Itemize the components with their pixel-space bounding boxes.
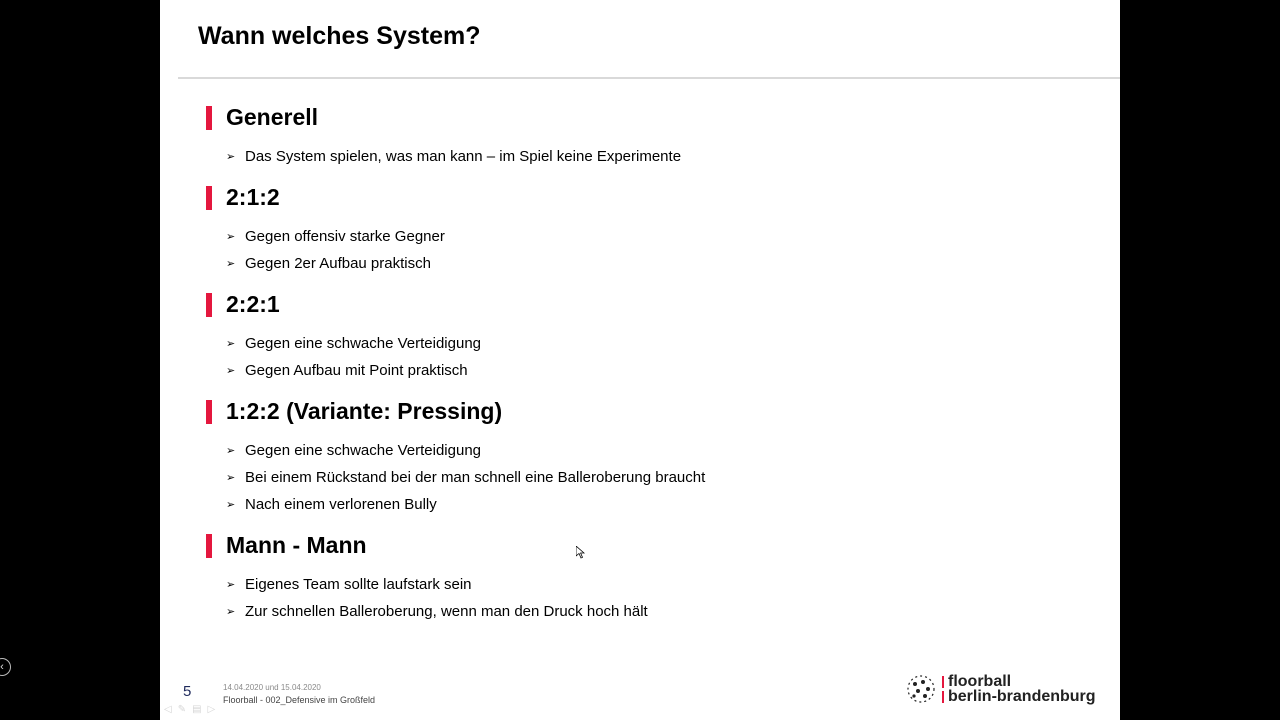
presentation-slide xyxy=(160,0,1120,720)
back-nav-icon[interactable]: ‹ xyxy=(0,658,11,676)
arrow-bullet-icon: ➢ xyxy=(226,231,236,243)
section-heading-text: Generell xyxy=(226,104,319,130)
arrow-bullet-icon: ➢ xyxy=(226,338,236,350)
bullet-item xyxy=(226,496,437,513)
bullet-item xyxy=(226,469,705,486)
section-heading-text: Mann - Mann xyxy=(226,532,367,558)
pen-icon[interactable]: ✎ xyxy=(177,704,187,715)
bullet-item xyxy=(226,442,481,459)
bullet-text: Gegen eine schwache Verteidigung xyxy=(245,442,482,459)
bullet-text: Bei einem Rückstand bei der man schnell eine Balleroberung braucht xyxy=(245,469,706,486)
section-heading-text: 2:1:2 xyxy=(226,184,280,210)
footer-date: 14.04.2020 und 15.04.2020 xyxy=(223,683,321,692)
bullet-text: Nach einem verlorenen Bully xyxy=(245,496,437,513)
arrow-bullet-icon: ➢ xyxy=(226,258,236,270)
bullet-text: Gegen 2er Aufbau praktisch xyxy=(245,255,431,272)
slideshow-controls xyxy=(164,704,215,715)
section-heading-122 xyxy=(206,398,502,425)
arrow-bullet-icon: ➢ xyxy=(226,445,236,457)
arrow-bullet-icon: ➢ xyxy=(226,151,236,163)
arrow-bullet-icon: ➢ xyxy=(226,499,236,511)
section-marker xyxy=(206,534,212,558)
section-heading-212 xyxy=(206,184,280,211)
logo-line-1: floorball xyxy=(948,673,1012,690)
arrow-bullet-icon: ➢ xyxy=(226,606,236,618)
bullet-item xyxy=(226,335,481,352)
section-marker xyxy=(206,293,212,317)
section-heading-text: 2:2:1 xyxy=(226,291,280,317)
page-number: 5 xyxy=(183,683,192,700)
next-slide-icon[interactable]: ▷ xyxy=(207,704,216,715)
bullet-text: Zur schnellen Balleroberung, wenn man den Druck hoch hält xyxy=(245,603,648,620)
section-marker xyxy=(206,106,212,130)
section-heading-mann-mann xyxy=(206,532,367,559)
previous-slide-icon[interactable]: ◁ xyxy=(164,704,172,715)
title-divider xyxy=(178,77,1120,79)
bullet-text: Eigenes Team sollte laufstark sein xyxy=(245,576,472,593)
mouse-cursor-icon xyxy=(576,546,585,559)
section-heading-text: 1:2:2 (Variante: Pressing) xyxy=(226,398,503,424)
section-marker xyxy=(206,186,212,210)
floorball-logo xyxy=(906,674,1096,704)
slide-title: Wann welches System? xyxy=(198,22,481,50)
menu-icon[interactable]: ▤ xyxy=(192,704,202,715)
bullet-item xyxy=(226,576,472,593)
arrow-bullet-icon: ➢ xyxy=(226,472,236,484)
bullet-item xyxy=(226,255,431,272)
floorball-ball-icon xyxy=(906,675,936,703)
section-marker xyxy=(206,400,212,424)
bullet-text: Das System spielen, was man kann – im Spiel keine Experimente xyxy=(245,148,682,165)
logo-line-2: berlin-brandenburg xyxy=(948,688,1096,705)
logo-text xyxy=(942,674,1096,704)
footer-document-name: Floorball - 002_Defensive im Großfeld xyxy=(223,695,376,705)
bullet-text: Gegen eine schwache Verteidigung xyxy=(245,335,482,352)
section-heading-generell xyxy=(206,104,318,131)
bullet-item xyxy=(226,148,681,165)
section-heading-221 xyxy=(206,291,280,318)
bullet-item xyxy=(226,228,445,245)
arrow-bullet-icon: ➢ xyxy=(226,365,236,377)
bullet-text: Gegen Aufbau mit Point praktisch xyxy=(245,362,468,379)
bullet-item xyxy=(226,362,468,379)
arrow-bullet-icon: ➢ xyxy=(226,579,236,591)
bullet-text: Gegen offensiv starke Gegner xyxy=(245,228,445,245)
bullet-item xyxy=(226,603,648,620)
